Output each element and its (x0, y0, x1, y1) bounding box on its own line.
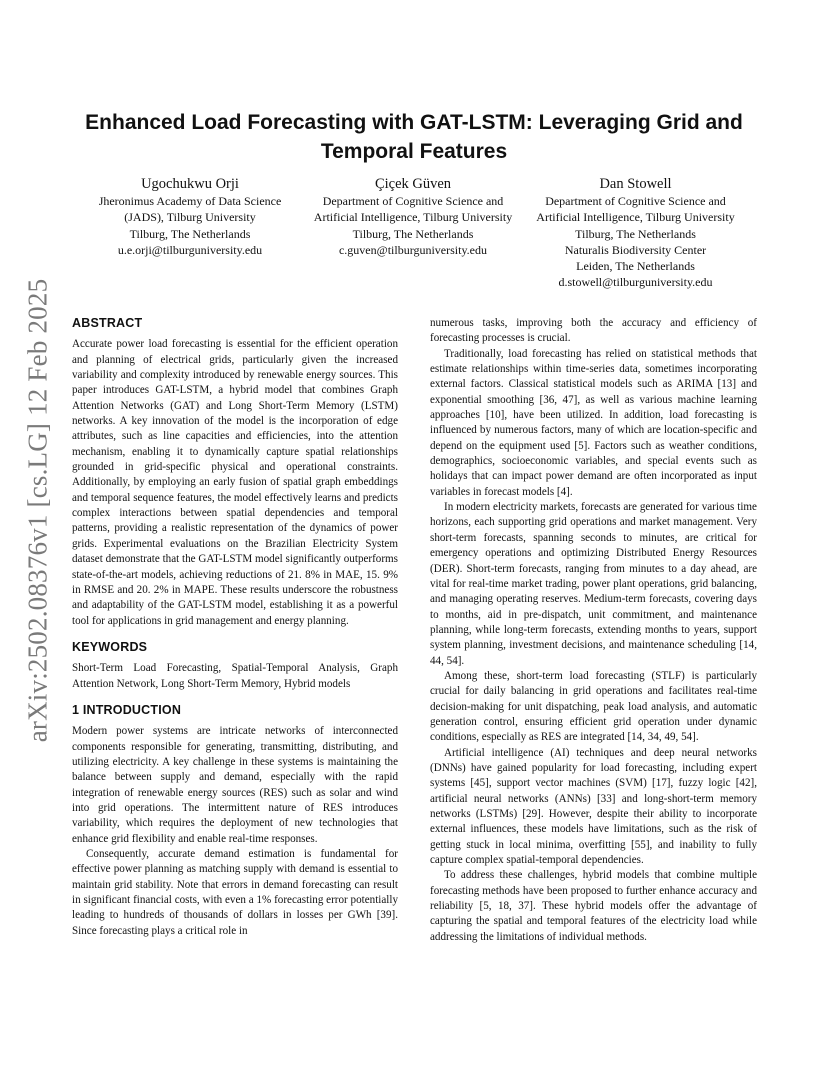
arxiv-identifier (22, 278, 54, 742)
author-2 (303, 175, 523, 258)
author-affiliation: Jheronimus Academy of Data Science (JADS), Tilburg University (98, 194, 282, 225)
right-column (430, 316, 757, 945)
author-name: Dan Stowell (599, 176, 672, 192)
author-extra-affiliation: Naturalis Biodiversity Center (564, 242, 707, 257)
author-email[interactable]: u.e.orji@tilburguniversity.edu (117, 242, 263, 257)
left-column (72, 316, 398, 939)
author-email[interactable]: c.guven@tilburguniversity.edu (338, 242, 488, 257)
author-extra-location: Leiden, The Netherlands (576, 259, 695, 274)
intro-paragraph-2: Consequently, accurate demand estimation is fundamental for effective power planning as matching supply with demand is essential to maintain grid stability. Note that errors in demand forecasting can result in significant financial costs, with even a 1% forecasting error potentially leading to hundreds of thousands of dollars in losses per GWh [39]. Since forecasting plays a critical role in (72, 848, 398, 937)
author-block (98, 175, 735, 310)
author-name: Çiçek Güven (374, 176, 452, 192)
intro-paragraph-5: Among these, short-term load forecasting (STLF) is particularly crucial for daily balancing in grid operations and facilitates real-time decision-making for unit dispatching, peak load analysis, and automatic generation control, ensuring efficient grid operation under dynamic conditions, especially as RES are integrated [14, 34, 49, 54]. (430, 669, 757, 744)
keywords-text: Short-Term Load Forecasting, Spatial-Temporal Analysis, Graph Attention Network, Long Short-Term Memory, Hybrid models (72, 662, 398, 690)
intro-paragraph-3: Traditionally, load forecasting has relied on statistical methods that estimate relationships within time-series data, sometimes incorporating external factors. Classical statistical models such as ARIMA [13] and exponential smoothing [36, 47], as well as various machine learning approaches [10], have been utilized. In addition, load forecasting is influenced by numerous factors, many of which are location-specific and depend on the equipment used [5]. Factors such as weather conditions, demographics, socioeconomic variables, and special events such as holidays that can impact power demand are often incorporated as input variables in forecast models [4]. (430, 347, 757, 498)
abstract-heading: ABSTRACT (72, 316, 143, 330)
keywords-heading: KEYWORDS (72, 639, 148, 654)
author-name: Ugochukwu Orji (141, 176, 239, 192)
author-affiliation: Department of Cognitive Science and Artificial Intelligence, Tilburg University (313, 194, 513, 225)
author-1 (90, 175, 290, 258)
intro-paragraph-1: Modern power systems are intricate networks of interconnected components responsible for generating, transmitting, distributing, and utilizing electricity. A key challenge in these systems is maintaining the balance between supply and demand, especially with the rapid integration of renewable energy sources (RES) such as solar and wind into grid operations. The intermittent nature of RES introduces variability, which requires the deployment of new technologies that enhance grid flexibility and enable real-time responses. (72, 725, 398, 845)
intro-paragraph-7: To address these challenges, hybrid models that combine multiple forecasting methods have been proposed to further enhance accuracy and reliability [5, 18, 37]. These hybrid models offer the advantage of capturing the spatial and temporal features of the electricity load while addressing the limitations of individual methods. (430, 869, 757, 943)
author-location: Tilburg, The Netherlands (575, 226, 696, 241)
abstract-text: Accurate power load forecasting is essential for the efficient operation and planning of electrical grids, particularly given the increased variability and complexity introduced by renewable energy sources. This paper introduces GAT-LSTM, a hybrid model that combines Graph Attention Networks (GAT) and Long Short-Term Memory (LSTM) networks. A key innovation of the model is the incorporation of edge attributes, such as line capacities and efficiencies, into the attention mechanism, enabling it to dynamically capture spatial relationships grounded in grid-specific physical and operational constraints. Additionally, by employing an early fusion of spatial graph embeddings and temporal sequence features, the model effectively learns and predicts complex interactions between spatial dependencies and temporal patterns, providing a realistic representation of the dynamics of power grids. Experimental evaluations on the Brazilian Electricity System dataset demonstrate that the GAT-LSTM model significantly outperforms state-of-the-art models, achieving reductions of 21. 8% in MAE, 15. 9% in RMSE and 20. 2% in MAPE. These results underscore the robustness and adaptability of the GAT-LSTM model, establishing it as a powerful tool for applications in grid management and energy planning. (72, 338, 398, 627)
introduction-heading: 1 INTRODUCTION (72, 702, 182, 717)
paper-title: Enhanced Load Forecasting with GAT-LSTM: Leveraging Grid and Temporal Features (85, 111, 743, 163)
author-3 (528, 175, 743, 291)
author-affiliation: Department of Cognitive Science and Artificial Intelligence, Tilburg University (536, 194, 735, 225)
arxiv-id-text: arXiv:2502.08376v1 [cs.LG] 12 Feb 2025 (22, 278, 53, 742)
intro-paragraph-continued: numerous tasks, improving both the accuracy and efficiency of forecasting processes is crucial. (430, 317, 757, 345)
intro-paragraph-6: Artificial intelligence (AI) techniques and deep neural networks (DNNs) have gained popularity for load forecasting, including expert systems [45], support vector machines (SVM) [17], fuzzy logic [42], artificial neural networks (ANNs) [33] and long-short-term memory networks (LSTMs) [29]. However, despite their ability to incorporate external influences, these models have limitations, such as the risk of getting stuck in local minima, overfitting [55], and inability to fully capture complex spatial-temporal dependencies. (430, 746, 757, 867)
author-email[interactable]: d.stowell@tilburguniversity.edu (558, 275, 713, 290)
author-location: Tilburg, The Netherlands (129, 226, 251, 241)
author-location: Tilburg, The Netherlands (352, 226, 474, 241)
intro-paragraph-4: In modern electricity markets, forecasts are generated for various time horizons, each supporting grid operations and market management. Very short-term forecasts, spanning seconds to minutes, are critical for emergency operations and optimizing Distributed Energy Resources (DER). Short-term forecasts, ranging from minutes to a day ahead, are vital for real-time market trading, power plant operations, grid balancing, and managing operating reserves. Medium-term forecasts, covering days to months, aid in pre-dispatch, unit commitment, and maintenance planning, while long-term forecasts, extending months to years, support system planning, investment decisions, and maintenance scheduling [14, 44, 54]. (430, 501, 757, 667)
